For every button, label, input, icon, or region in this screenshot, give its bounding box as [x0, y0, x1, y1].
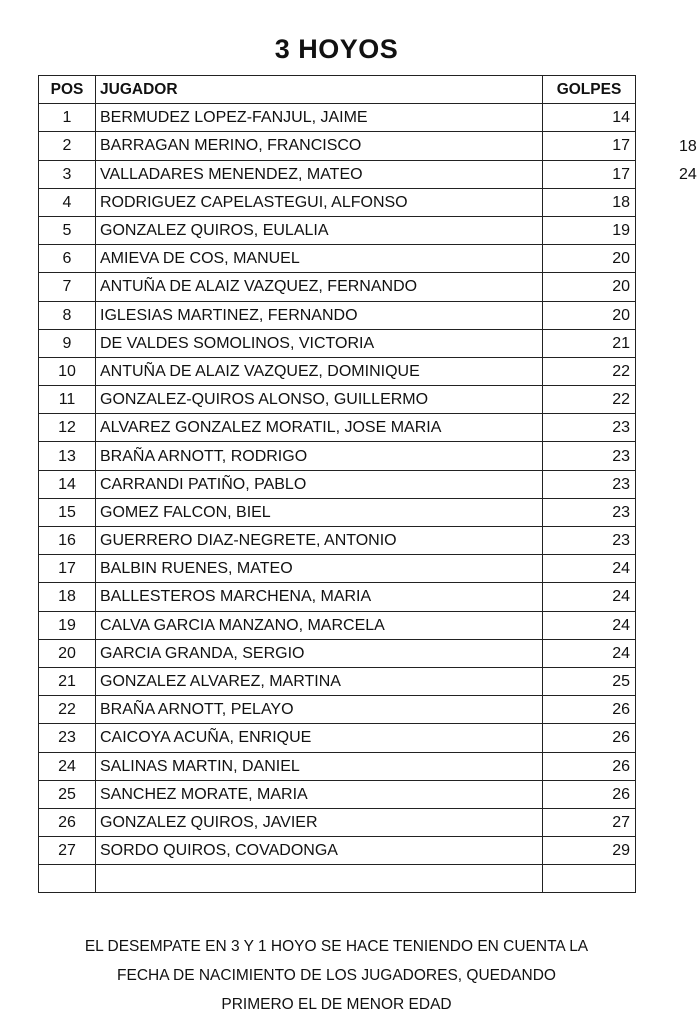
cell-jugador: BERMUDEZ LOPEZ-FANJUL, JAIME: [96, 104, 543, 132]
cell-pos: 18: [39, 583, 96, 611]
cell-pos: 12: [39, 414, 96, 442]
table-row: [39, 470, 636, 498]
cell-golpes: 20: [543, 273, 636, 301]
cell-jugador: GONZALEZ-QUIROS ALONSO, GUILLERMO: [96, 386, 543, 414]
table-row: [39, 245, 636, 273]
cell-pos: 11: [39, 386, 96, 414]
cell-pos: 22: [39, 696, 96, 724]
cell-golpes: 17: [543, 160, 636, 188]
table-row: [39, 639, 636, 667]
cell-jugador: BRAÑA ARNOTT, PELAYO: [96, 696, 543, 724]
page-title: 3 HOYOS: [274, 34, 399, 64]
table-row: [39, 301, 636, 329]
cell-jugador: AMIEVA DE COS, MANUEL: [96, 245, 543, 273]
cell-pos: [39, 865, 96, 893]
cell-jugador: CALVA GARCIA MANZANO, MARCELA: [96, 611, 543, 639]
table-row: [39, 329, 636, 357]
table-row: [39, 667, 636, 695]
table-row: [39, 583, 636, 611]
cell-golpes: 22: [543, 386, 636, 414]
cell-golpes: 19: [543, 216, 636, 244]
cell-golpes: 27: [543, 808, 636, 836]
table-row: [39, 357, 636, 385]
cell-pos: 4: [39, 188, 96, 216]
cell-pos: 9: [39, 329, 96, 357]
cell-jugador: BALLESTEROS MARCHENA, MARIA: [96, 583, 543, 611]
cell-jugador: IGLESIAS MARTINEZ, FERNANDO: [96, 301, 543, 329]
table-row: [39, 216, 636, 244]
cell-jugador: SANCHEZ MORATE, MARIA: [96, 780, 543, 808]
cell-pos: 5: [39, 216, 96, 244]
cell-golpes: 26: [543, 724, 636, 752]
cell-golpes: 26: [543, 696, 636, 724]
table-row: [39, 132, 636, 160]
header-jugador: JUGADOR: [96, 76, 543, 104]
cell-jugador: GONZALEZ QUIROS, EULALIA: [96, 216, 543, 244]
cell-jugador: GOMEZ FALCON, BIEL: [96, 498, 543, 526]
cell-jugador: BARRAGAN MERINO, FRANCISCO: [96, 132, 543, 160]
table-row: [39, 780, 636, 808]
cell-golpes: 25: [543, 667, 636, 695]
table-row: [39, 498, 636, 526]
table-row: [39, 808, 636, 836]
table-row: [39, 188, 636, 216]
cell-pos: 1: [39, 104, 96, 132]
cell-golpes: 14: [543, 104, 636, 132]
cell-pos: 27: [39, 837, 96, 865]
cell-golpes: 24: [543, 611, 636, 639]
header-golpes: GOLPES: [543, 76, 636, 104]
cell-pos: 25: [39, 780, 96, 808]
cell-golpes: 24: [543, 583, 636, 611]
cell-jugador: ALVAREZ GONZALEZ MORATIL, JOSE MARIA: [96, 414, 543, 442]
cell-pos: 2: [39, 132, 96, 160]
tiebreak-note-line: PRIMERO EL DE MENOR EDAD: [221, 996, 452, 1013]
cell-golpes: 23: [543, 470, 636, 498]
cell-jugador: BALBIN RUENES, MATEO: [96, 555, 543, 583]
cell-jugador: ANTUÑA DE ALAIZ VAZQUEZ, DOMINIQUE: [96, 357, 543, 385]
cell-jugador: GARCIA GRANDA, SERGIO: [96, 639, 543, 667]
cell-jugador: ANTUÑA DE ALAIZ VAZQUEZ, FERNANDO: [96, 273, 543, 301]
cell-jugador: BRAÑA ARNOTT, RODRIGO: [96, 442, 543, 470]
cell-pos: 19: [39, 611, 96, 639]
cell-pos: 21: [39, 667, 96, 695]
cell-golpes: 22: [543, 357, 636, 385]
cell-pos: 24: [39, 752, 96, 780]
cell-golpes: 29: [543, 837, 636, 865]
cell-golpes: 20: [543, 301, 636, 329]
cell-jugador: RODRIGUEZ CAPELASTEGUI, ALFONSO: [96, 188, 543, 216]
table-row: [39, 104, 636, 132]
cell-jugador: [96, 865, 543, 893]
cell-jugador: VALLADARES MENENDEZ, MATEO: [96, 160, 543, 188]
cell-pos: 17: [39, 555, 96, 583]
cell-pos: 10: [39, 357, 96, 385]
table-row: [39, 442, 636, 470]
side-note-2: 24: [679, 166, 697, 183]
table-row: [39, 611, 636, 639]
table-row: [39, 160, 636, 188]
cell-golpes: 23: [543, 442, 636, 470]
table-row: [39, 696, 636, 724]
table-row: [39, 837, 636, 865]
cell-pos: 14: [39, 470, 96, 498]
cell-golpes: [543, 865, 636, 893]
cell-golpes: 20: [543, 245, 636, 273]
cell-pos: 6: [39, 245, 96, 273]
cell-golpes: 24: [543, 555, 636, 583]
cell-pos: 8: [39, 301, 96, 329]
cell-jugador: GUERRERO DIAZ-NEGRETE, ANTONIO: [96, 527, 543, 555]
table-row: [39, 414, 636, 442]
header-pos: POS: [39, 76, 96, 104]
cell-jugador: CAICOYA ACUÑA, ENRIQUE: [96, 724, 543, 752]
cell-pos: 7: [39, 273, 96, 301]
cell-jugador: SORDO QUIROS, COVADONGA: [96, 837, 543, 865]
table-row: [39, 752, 636, 780]
cell-golpes: 17: [543, 132, 636, 160]
table-header-row: [39, 76, 636, 104]
cell-jugador: DE VALDES SOMOLINOS, VICTORIA: [96, 329, 543, 357]
tiebreak-note-line: FECHA DE NACIMIENTO DE LOS JUGADORES, QUEDANDO: [117, 967, 556, 984]
cell-jugador: SALINAS MARTIN, DANIEL: [96, 752, 543, 780]
side-note-1: 18: [679, 138, 697, 155]
cell-golpes: 21: [543, 329, 636, 357]
table-row: [39, 386, 636, 414]
cell-golpes: 26: [543, 752, 636, 780]
cell-jugador: GONZALEZ ALVAREZ, MARTINA: [96, 667, 543, 695]
cell-golpes: 23: [543, 527, 636, 555]
cell-golpes: 24: [543, 639, 636, 667]
cell-pos: 16: [39, 527, 96, 555]
cell-golpes: 18: [543, 188, 636, 216]
table-row: [39, 273, 636, 301]
cell-jugador: CARRANDI PATIÑO, PABLO: [96, 470, 543, 498]
table-row: [39, 724, 636, 752]
table-row: [39, 527, 636, 555]
results-table: [38, 75, 636, 893]
table-row-empty: [39, 865, 636, 893]
cell-golpes: 26: [543, 780, 636, 808]
cell-jugador: GONZALEZ QUIROS, JAVIER: [96, 808, 543, 836]
cell-golpes: 23: [543, 498, 636, 526]
cell-golpes: 23: [543, 414, 636, 442]
cell-pos: 23: [39, 724, 96, 752]
table-body: [39, 104, 636, 893]
table-row: [39, 555, 636, 583]
cell-pos: 3: [39, 160, 96, 188]
tiebreak-note: [0, 932, 673, 1019]
cell-pos: 15: [39, 498, 96, 526]
cell-pos: 20: [39, 639, 96, 667]
cell-pos: 13: [39, 442, 96, 470]
tiebreak-note-line: EL DESEMPATE EN 3 Y 1 HOYO SE HACE TENIENDO EN CUENTA LA: [84, 938, 589, 955]
cell-pos: 26: [39, 808, 96, 836]
